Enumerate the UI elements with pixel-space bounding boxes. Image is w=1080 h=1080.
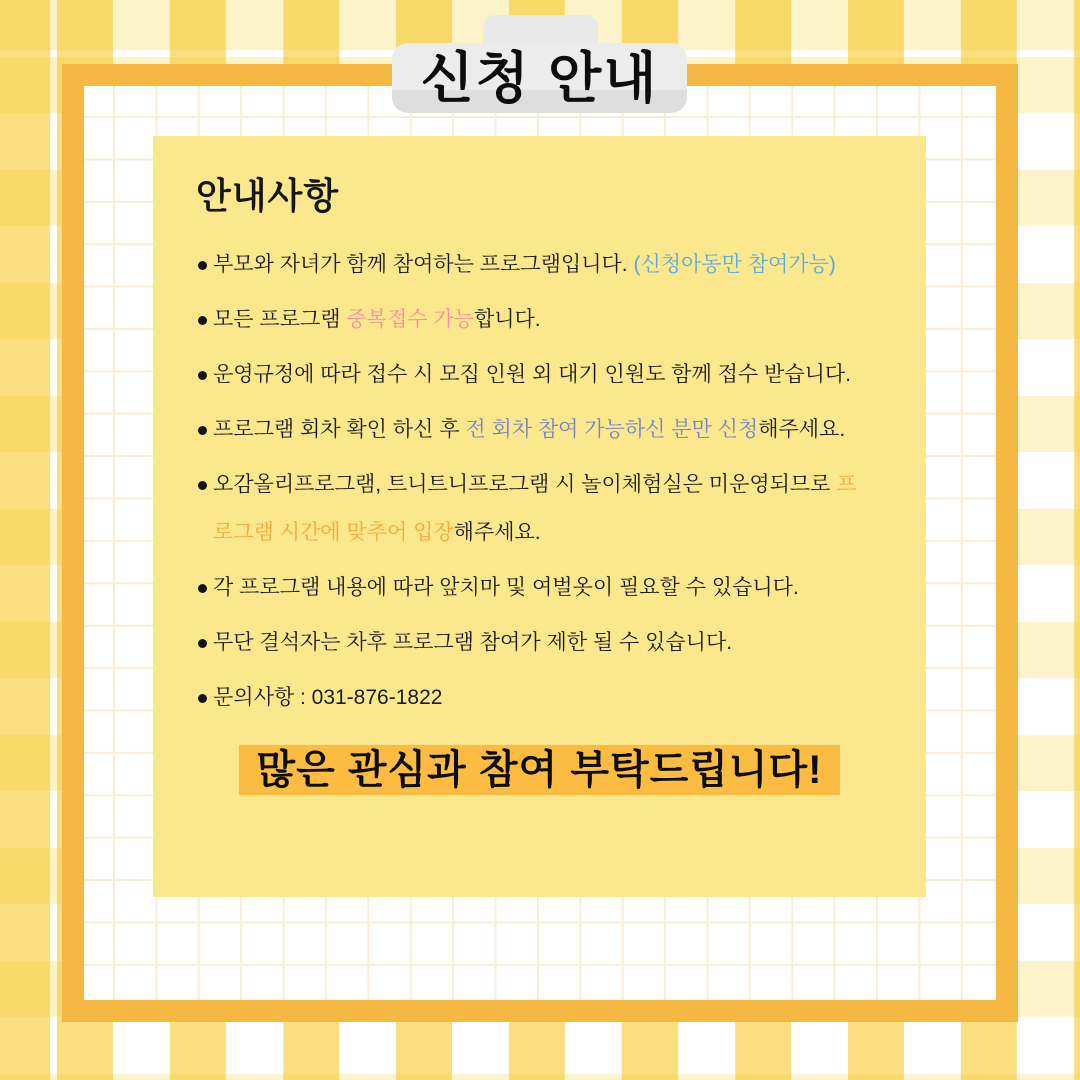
notice-text-segment: 문의사항 : 031-876-1822 bbox=[213, 686, 443, 709]
bullet-icon bbox=[198, 481, 207, 490]
page-title: 신청 안내 bbox=[420, 46, 659, 109]
notice-heading: 안내사항 bbox=[196, 175, 340, 216]
notice-list bbox=[153, 241, 926, 722]
list-item-no-show bbox=[153, 619, 926, 667]
list-item-program-info bbox=[153, 241, 926, 289]
bullet-icon bbox=[198, 371, 207, 380]
bullet-icon bbox=[198, 584, 207, 593]
notice-text-segment: 프로그램 회차 확인 하신 후 bbox=[213, 418, 466, 441]
bullet-icon bbox=[198, 694, 207, 703]
list-item-contact bbox=[153, 674, 926, 722]
bullet-icon bbox=[198, 426, 207, 435]
list-item-playroom-closed bbox=[153, 461, 926, 557]
list-item-duplicate-apply bbox=[153, 296, 926, 344]
notice-text-segment: 오감올리프로그램, 트니트니프로그램 시 놀이체험실은 미운영되므로 bbox=[213, 473, 837, 496]
list-item-waitlist bbox=[153, 351, 926, 399]
notice-text-segment: 중복접수 가능 bbox=[346, 308, 474, 331]
list-item-apron-clothes bbox=[153, 564, 926, 612]
notice-text-segment: 해주세요. bbox=[453, 521, 541, 544]
notice-text-segment: 모든 프로그램 bbox=[213, 308, 347, 331]
bullet-icon bbox=[198, 261, 207, 270]
notice-text-segment: 각 프로그램 내용에 따라 앞치마 및 여벌옷이 필요할 수 있습니다. bbox=[213, 576, 799, 599]
notice-text-segment: 프로그램 시간에 맞추어 입장 bbox=[213, 473, 857, 544]
notice-text-segment: (신청아동만 참여가능) bbox=[633, 253, 836, 276]
notice-text-segment: 무단 결석자는 차후 프로그램 참여가 제한 될 수 있습니다. bbox=[213, 631, 733, 654]
notice-text-segment: 운영규정에 따라 접수 시 모집 인원 외 대기 인원도 함께 접수 받습니다. bbox=[213, 363, 852, 386]
bullet-icon bbox=[198, 316, 207, 325]
bullet-icon bbox=[198, 639, 207, 648]
notice-text-segment: 부모와 자녀가 함께 참여하는 프로그램입니다. bbox=[213, 253, 634, 276]
notice-text-segment: 합니다. bbox=[473, 308, 541, 331]
closing-row bbox=[153, 745, 926, 795]
notice-text-segment: 전 회차 참여 가능하신 분만 신청 bbox=[465, 418, 759, 441]
title-banner bbox=[392, 43, 687, 113]
closing-highlight: 많은 관심과 참여 부탁드립니다! bbox=[239, 745, 841, 795]
notice-card bbox=[153, 136, 926, 897]
list-item-session-check bbox=[153, 406, 926, 454]
notice-text-segment: 해주세요. bbox=[758, 418, 846, 441]
